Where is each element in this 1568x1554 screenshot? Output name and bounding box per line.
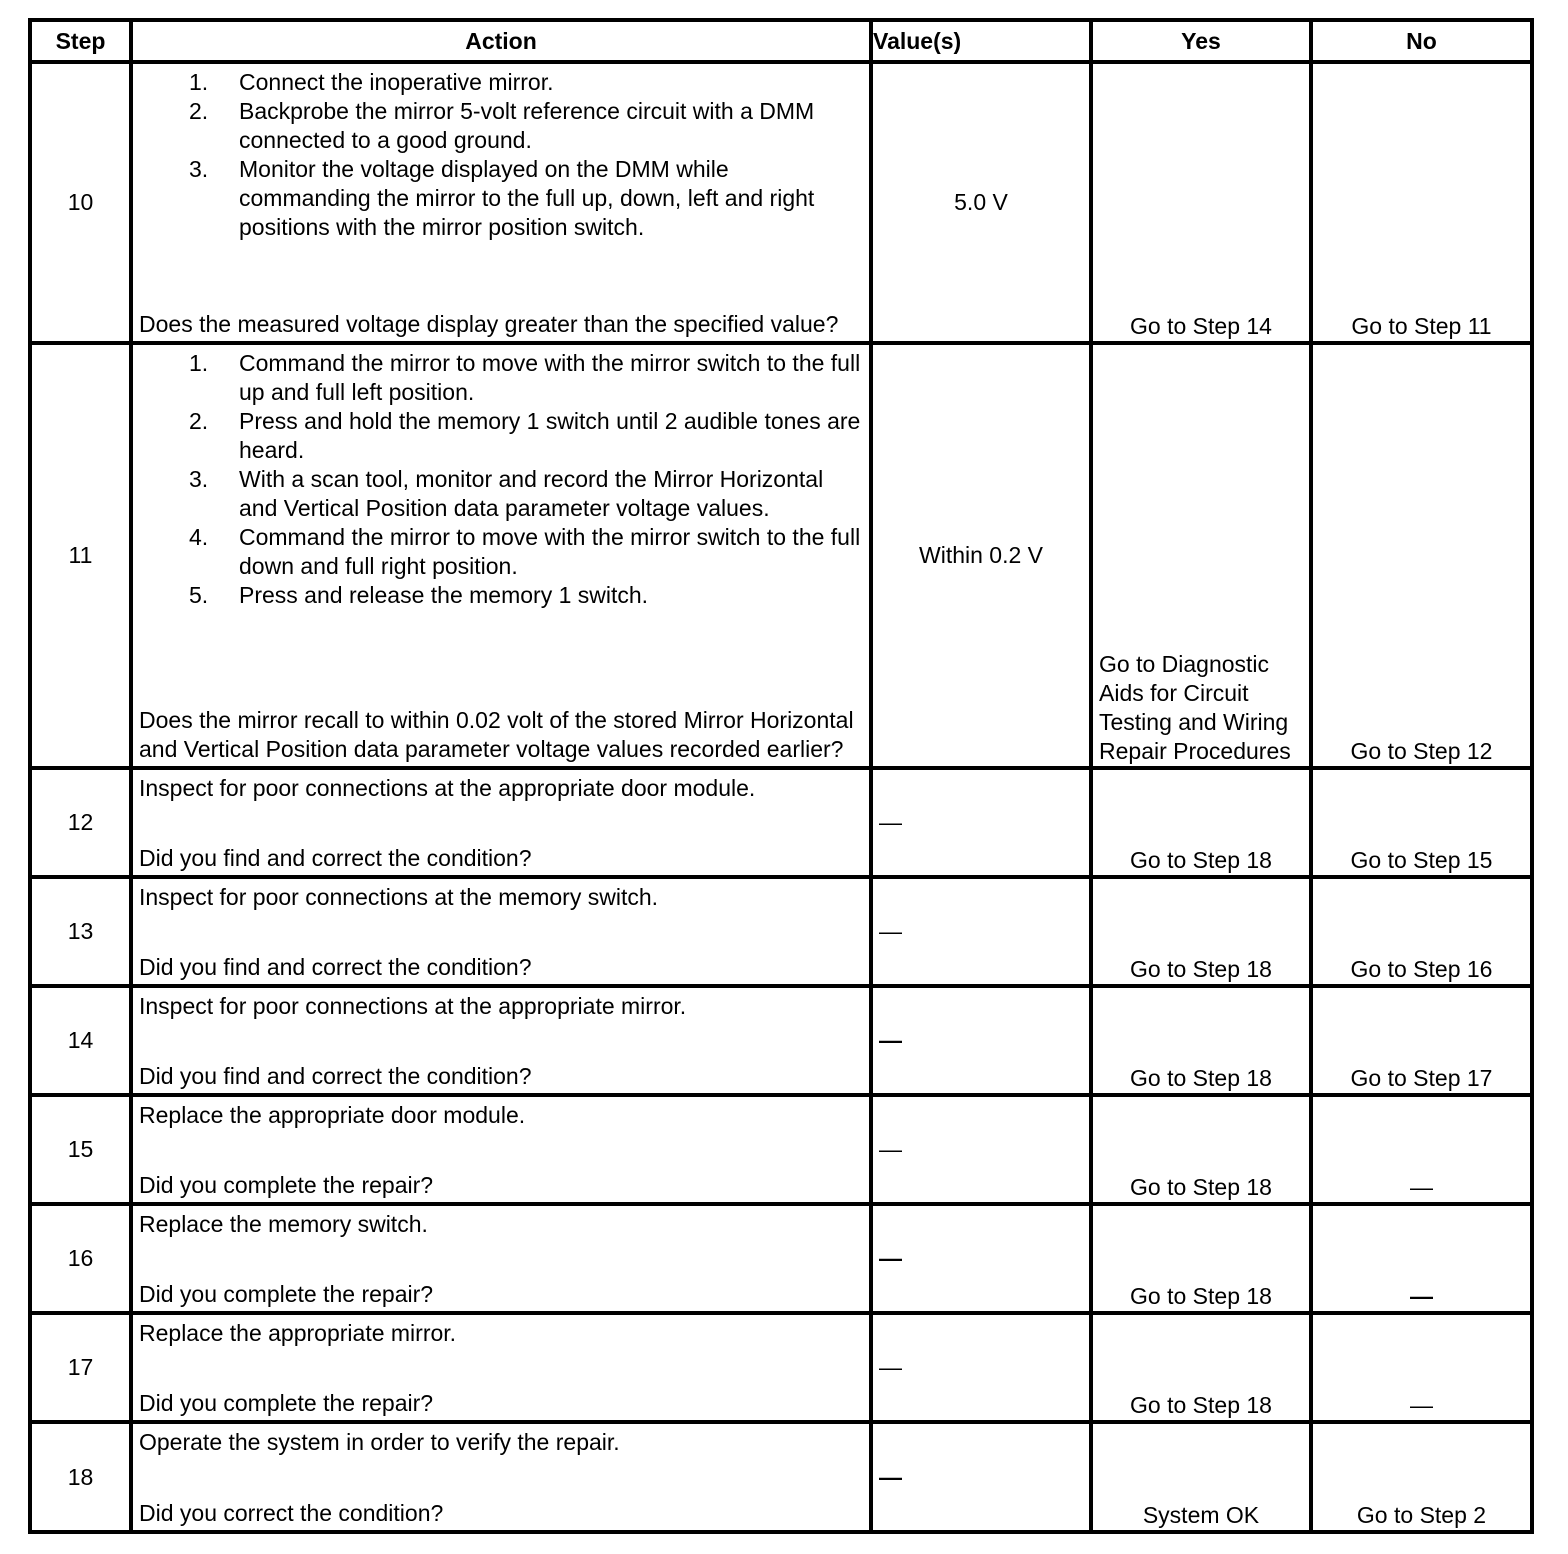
- yes-cell: Go to Diagnostic Aids for Circuit Testing and Wiring Repair Procedures: [1091, 343, 1311, 768]
- header-step: Step: [30, 20, 131, 62]
- header-yes: Yes: [1091, 20, 1311, 62]
- question-text: Does the mirror recall to within 0.02 volt of the stored Mirror Horizontal and Vertical Position data parameter voltage values recorded earlier?: [139, 707, 854, 762]
- table-row: [30, 1095, 1532, 1204]
- action-cell: [131, 1422, 871, 1532]
- list-item: 3. With a scan tool, monitor and record the Mirror Horizontal and Vertical Position data parameter voltage values.: [189, 466, 824, 521]
- value-cell: —: [871, 986, 1091, 1095]
- action-cell: [131, 343, 871, 768]
- instruction-text: Replace the appropriate mirror.: [139, 1320, 457, 1346]
- yes-cell: Go to Step 18: [1091, 1204, 1311, 1313]
- question-text: Did you complete the repair?: [139, 1172, 434, 1198]
- question-text: Did you complete the repair?: [139, 1281, 434, 1307]
- value-cell: —: [871, 1095, 1091, 1204]
- value-cell: 5.0 V: [871, 62, 1091, 343]
- question-text: Did you complete the repair?: [139, 1390, 434, 1416]
- instruction-text: Replace the appropriate door module.: [139, 1102, 526, 1128]
- question-text: Did you correct the condition?: [139, 1500, 444, 1526]
- question-text: Did you find and correct the condition?: [139, 845, 532, 871]
- no-cell: Go to Step 17: [1311, 986, 1532, 1095]
- table-row: [30, 1313, 1532, 1422]
- step-number: 13: [30, 877, 131, 986]
- action-cell: [131, 62, 871, 343]
- list-item: 2. Backprobe the mirror 5-volt reference circuit with a DMM connected to a good ground.: [189, 98, 815, 153]
- no-cell: —: [1311, 1313, 1532, 1422]
- question-text: Did you find and correct the condition?: [139, 1063, 532, 1089]
- action-cell: [131, 986, 871, 1095]
- header-values: Value(s): [871, 20, 1091, 62]
- step-number: 11: [30, 343, 131, 768]
- no-cell: Go to Step 16: [1311, 877, 1532, 986]
- yes-cell: System OK: [1091, 1422, 1311, 1532]
- instruction-text: Inspect for poor connections at the appropriate mirror.: [139, 993, 687, 1019]
- no-cell: Go to Step 15: [1311, 768, 1532, 877]
- table-row: [30, 877, 1532, 986]
- action-cell: [131, 1095, 871, 1204]
- table-row: [30, 62, 1532, 343]
- no-cell: —: [1311, 1204, 1532, 1313]
- step-number: 12: [30, 768, 131, 877]
- value-cell: —: [871, 1313, 1091, 1422]
- table-header-row: [30, 20, 1532, 62]
- question-text: Does the measured voltage display greater than the specified value?: [139, 311, 839, 337]
- no-cell: Go to Step 2: [1311, 1422, 1532, 1532]
- action-cell: [131, 768, 871, 877]
- action-cell: [131, 1204, 871, 1313]
- instruction-text: Operate the system in order to verify the repair.: [139, 1429, 620, 1455]
- step-number: 15: [30, 1095, 131, 1204]
- instruction-text: Inspect for poor connections at the memory switch.: [139, 884, 659, 910]
- list-item: 4. Command the mirror to move with the mirror switch to the full down and full right position.: [189, 524, 861, 579]
- action-cell: [131, 877, 871, 986]
- action-list: [139, 68, 865, 242]
- list-item: 1. Command the mirror to move with the mirror switch to the full up and full left position.: [189, 350, 861, 405]
- table-row: [30, 1422, 1532, 1532]
- list-item: 5. Press and release the memory 1 switch.: [189, 582, 649, 608]
- no-cell: Go to Step 11: [1311, 62, 1532, 343]
- value-cell: Within 0.2 V: [871, 343, 1091, 768]
- list-item: 3. Monitor the voltage displayed on the DMM while commanding the mirror to the full up, down, left and right positions with the mirror position switch.: [189, 156, 815, 240]
- list-item: 1. Connect the inoperative mirror.: [189, 69, 554, 95]
- table-row: [30, 1204, 1532, 1313]
- list-item: 2. Press and hold the memory 1 switch until 2 audible tones are heard.: [189, 408, 861, 463]
- step-number: 17: [30, 1313, 131, 1422]
- no-cell: —: [1311, 1095, 1532, 1204]
- table-row: [30, 768, 1532, 877]
- yes-cell: Go to Step 18: [1091, 1313, 1311, 1422]
- yes-cell: Go to Step 18: [1091, 986, 1311, 1095]
- step-number: 10: [30, 62, 131, 343]
- header-action: Action: [131, 20, 871, 62]
- yes-cell: Go to Step 18: [1091, 877, 1311, 986]
- question-text: Did you find and correct the condition?: [139, 954, 532, 980]
- header-no: No: [1311, 20, 1532, 62]
- table-row: [30, 986, 1532, 1095]
- instruction-text: Inspect for poor connections at the appropriate door module.: [139, 775, 756, 801]
- diagnostic-table: [28, 18, 1534, 1534]
- step-number: 18: [30, 1422, 131, 1532]
- table-row: [30, 343, 1532, 768]
- instruction-text: Replace the memory switch.: [139, 1211, 428, 1237]
- action-list: [139, 349, 865, 610]
- value-cell: —: [871, 877, 1091, 986]
- value-cell: —: [871, 1422, 1091, 1532]
- step-number: 16: [30, 1204, 131, 1313]
- yes-cell: Go to Step 18: [1091, 768, 1311, 877]
- value-cell: —: [871, 1204, 1091, 1313]
- action-cell: [131, 1313, 871, 1422]
- yes-cell: Go to Step 14: [1091, 62, 1311, 343]
- yes-cell: Go to Step 18: [1091, 1095, 1311, 1204]
- step-number: 14: [30, 986, 131, 1095]
- value-cell: —: [871, 768, 1091, 877]
- no-cell: Go to Step 12: [1311, 343, 1532, 768]
